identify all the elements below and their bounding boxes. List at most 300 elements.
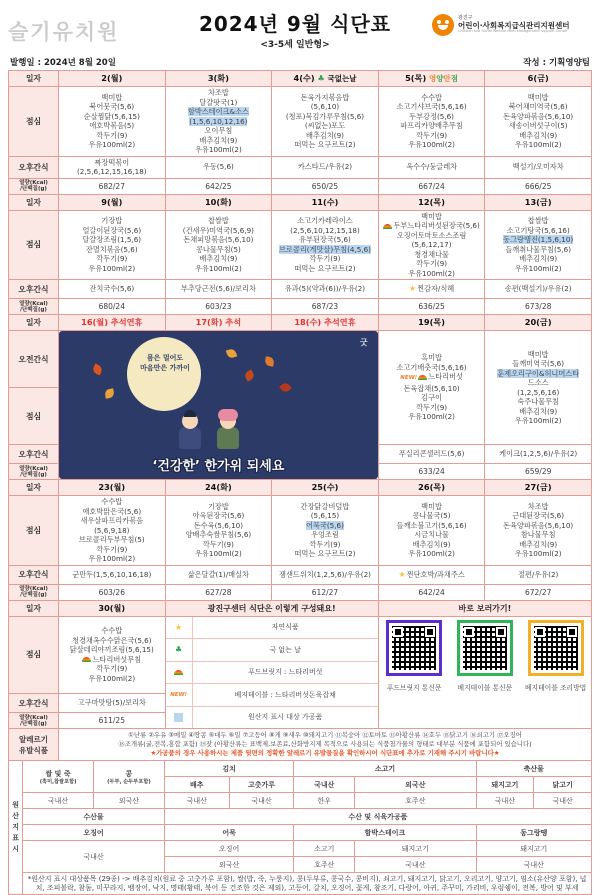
menu-item: 백미밥 [421, 211, 442, 221]
center-logo [432, 4, 592, 36]
snack-cell [59, 280, 166, 299]
boy-character [177, 413, 203, 453]
snack-cell [485, 565, 592, 584]
menu-item: 함박스테이크&소스 [187, 107, 249, 116]
menu-item: 애호박맑은국(5,6) [82, 506, 142, 516]
origin-header-rice: 쌀 및 죽 (흑미,찹쌀포함) [23, 761, 94, 793]
menu-item: ★찐단호박/과채주스 [398, 569, 465, 579]
menu-item: 깍두기(9) [416, 130, 448, 140]
snack-cell [378, 565, 485, 584]
menu-item: 오징어토마토소스조림 [396, 230, 467, 240]
menu-item: 달걀팟국(1) [199, 97, 238, 107]
snack-cell [378, 280, 485, 299]
chuseok-banner [59, 331, 379, 480]
menu-item: 카스타드/우유(2) [297, 162, 353, 172]
menu-item: 깍두기(9) [416, 402, 448, 412]
rainbow-icon [174, 670, 183, 675]
menu-item: 수수밥 [421, 92, 442, 102]
row-label-lunch: 점심 [9, 496, 59, 566]
menu-item: 잼샌드위치(1,2,5,6)/우유(2) [279, 569, 371, 579]
legend-panel: ★ 자연식품 ♣ 국 없는 날 푸드브릿지 : 느타리버섯 NEW! 베지테이블 : 느타리버섯돈육잡채 원산지 표시 대상 가공품 [165, 616, 378, 729]
menu-item: 깍두기(9) [96, 130, 128, 140]
menu-item: 북어뭇국(5,6) [89, 102, 135, 112]
week5-table [8, 600, 592, 730]
snack-cell [59, 694, 166, 713]
logo-district: 광진구 [458, 15, 473, 22]
day-header: 30(월) [59, 600, 166, 616]
row-label-date: 일자 [9, 71, 59, 87]
menu-item: 두부느타리버섯된장국(5,6) [380, 221, 484, 231]
snack-cell [59, 565, 166, 584]
origin-item: 어묵 [164, 825, 294, 841]
menu-item: 흑미밥 [421, 353, 442, 363]
row-label-kcal: 열량(Kcal) /단백질(g) [9, 299, 59, 315]
menu-item: 우유100ml(2) [88, 140, 136, 150]
kcal-cell: 612/27 [272, 584, 379, 600]
lunch-cell [165, 210, 272, 280]
day-header: 2(월) [59, 71, 166, 87]
origin-item: 함박스테이크 [294, 825, 476, 841]
origin-subheader: 닭고기 [534, 777, 592, 793]
row-label-pm-snack: 오후간식 [9, 156, 59, 178]
menu-item: 들깨취나물무침(5,6) [505, 244, 572, 254]
menu-item: 고구마맛탕(5)/보리차 [77, 698, 146, 708]
school-name: 슬기유치원 [8, 20, 120, 44]
menu-item: 우유100ml(2) [194, 263, 242, 273]
menu-item: (청포)묵김가루무침(5,6) [285, 111, 365, 121]
day-header: 9(월) [59, 194, 166, 210]
maple-leaf-icon [92, 364, 104, 376]
origin-note: *원산지 표시 대상품목 (29종) -> 배추김치(원료 중 고춧가루 포함), 쌀(밥, 죽, 누룽지), 콩(두부류, 콩국수, 콩비지), 쇠고기, 돼지고기, 닭고기, 오리고기, 양고기, 염소(유산양 포함), 넙치, 조피볼락, 참돔, 미꾸라지, 뱀장어, 낙지, 명태(황태, 북어 등 건조한 것은 제외), 고등어, 갈치, 오징어, 꽃게, 참조기, 다랑어, 아귀, 주꾸미, 가리비, 우렁쉥이, 전복, 방어 및 부세 [23, 873, 592, 895]
menu-item: 배추김치(9) [519, 406, 558, 416]
page-subtitle: <3-5세 일반형> [260, 40, 330, 50]
menu-item: 케이크(1,2,5,6)/우유(2) [499, 449, 578, 459]
menu-item: 소고기배춧국(5,6,16) [396, 362, 467, 372]
menu-item: 두부강정(5,6) [409, 111, 454, 121]
menu-item: 동그랑땡전(1,5,6,10) [503, 235, 574, 245]
snack-cell [272, 156, 379, 178]
menu-item: 새송이버섯구이(5) [508, 121, 568, 131]
menu-item: (5,6,15) [310, 511, 340, 521]
moon-graphic [127, 337, 201, 411]
row-label-date: 일자 [9, 480, 59, 496]
menu-item: 깍두기(9) [96, 664, 128, 674]
week3-table [8, 314, 592, 480]
menu-item: 순살찜닭(5,6,15) [83, 111, 140, 121]
menu-item: 우유100ml(2) [408, 140, 455, 150]
menu-item: 유부된장국(5,6) [299, 235, 351, 245]
day-header: 24(화) [165, 480, 272, 496]
row-label-kcal: 열량(Kcal) /단백질(g) [9, 584, 59, 600]
lunch-cell [272, 210, 379, 280]
origin-value: 외국산 [164, 857, 294, 873]
kcal-cell: 642/25 [165, 178, 272, 194]
menu-item: 돈육가지볶음밥 [300, 92, 350, 102]
origin-value: 한우 [294, 793, 355, 809]
menu-item: (1,5,6,10,12,16) [189, 116, 248, 126]
menu-item: 배추김치(9) [519, 539, 558, 549]
menu-item: (1,2,5,6,16) [517, 387, 560, 397]
row-label-date: 일자 [9, 600, 59, 616]
menu-item: 청경채나물 [414, 249, 449, 259]
origin-subheader: 국내산 [294, 777, 355, 793]
menu-item: 송편(백설기)/우유(2) [504, 284, 572, 294]
lunch-cell [272, 496, 379, 566]
page-title: 2024년 9월 식단표 [198, 12, 392, 36]
menu-item: 들깨소불고기(5,6,16) [396, 520, 467, 530]
day-header: 11(수) [272, 194, 379, 210]
origin-item: 오징어 [23, 825, 165, 841]
menu-item: 소고기카레라이스 [297, 216, 353, 226]
menu-item: 어묵국(5,6) [306, 520, 344, 530]
row-label-am-snack: 오전간식 [9, 331, 59, 388]
origin-subheader: 배추 [164, 777, 229, 793]
menu-item: (2,5,6,12,15,16,18) [76, 167, 147, 176]
menu-item: 백미밥 [527, 92, 549, 102]
row-label-lunch: 점심 [9, 210, 59, 280]
origin-value: 국내산 [355, 857, 476, 873]
menu-item: 얼갈이된장국(5,6) [82, 225, 142, 235]
menu-item: 삶은달걀(1)/매실차 [187, 569, 249, 579]
lunch-cell [59, 210, 166, 280]
snack-cell [165, 156, 272, 178]
row-label-kcal: 열량(Kcal) /단백질(g) [9, 178, 59, 194]
star-icon: ★ [175, 622, 183, 632]
menu-item: 배추김치(9) [519, 254, 558, 264]
meal-plan-sheet [8, 0, 592, 895]
menu-item: 브로콜리(게맛살)무침(4,5,6) [278, 244, 371, 254]
menu-item: 오이무침 [204, 126, 233, 135]
origin-item: 오징어 [164, 841, 294, 857]
qr-code-foodbridge [386, 620, 442, 676]
menu-item: 차조밥 [207, 88, 229, 97]
origin-value: 국내산 [23, 793, 94, 809]
lunch-cell [378, 210, 485, 280]
menu-item: 잔치국수(5,6) [89, 284, 135, 294]
menu-item: 우유100ml(2) [514, 549, 562, 559]
menu-item: 소고기샤브국(5,6,16) [396, 102, 467, 112]
menu-item: (5,6,12,17) [411, 240, 452, 249]
row-label-pm-snack: 오후간식 [9, 280, 59, 299]
qr-title: 바로 보러가기! [378, 600, 591, 616]
day-header: 20(금) [485, 315, 592, 331]
menu-item: 배추김치(9) [412, 539, 451, 549]
menu-item: 드소스 [527, 378, 549, 387]
maple-leaf-icon [279, 381, 292, 394]
allergy-text: ①난류 ②우유 ③메밀 ④땅콩 ⑤대두 ⑥밀 ⑦고등어 ⑧게 ⑨새우 ⑩돼지고기 ⑪복숭아 ⑫토마토 ⑬아황산류 ⑭호두 ⑮닭고기 ⑯쇠고기 ⑰오징어 ⑱조개류(굴,전복,홍합 포함) ⑲잣 (아황산류는 표백제,보존료,산화방지제 목적으로 사용되는 식품첨가물의 형태로 대부분 식품에 포함되어 있습니다) ★가공품의 경우 사용하시는 제품 뒷면의 정확한 알레르기 유발물질을 확인하시어 식단표에 추가로 기재해 주시기 바랍니다★ [59, 729, 592, 761]
menu-item: (2,5,6,10,12,15,18) [290, 225, 360, 235]
menu-item: 깍두기(9) [416, 259, 448, 268]
menu-item: 콩나물무침(5) [195, 244, 241, 254]
menu-item: 시금치나물 [414, 530, 449, 540]
menu-item: (건새우)미역국(5,6,9) [182, 225, 254, 235]
menu-item: 유과(5)(약과(6))/우유(2) [284, 284, 366, 294]
lunch-cell [59, 616, 166, 694]
menu-item: 간장닭갈비덮밥 [300, 501, 350, 511]
menu-item: 우유100ml(2) [408, 549, 455, 559]
day-header-holiday: 17(화) 추석 [165, 315, 272, 331]
week4-table [8, 479, 592, 601]
row-label-kcal: 열량(Kcal) /단백질(g) [9, 713, 59, 729]
menu-item: 돈육잡채(5,6,10) [403, 383, 460, 393]
qr-panel: 푸드브릿지 통신문 베지테이블 통신문 베지테이블 조리방법 [378, 616, 591, 729]
lunch-cell [165, 496, 272, 566]
origin-value: 국내산 [164, 793, 229, 809]
day-header: 3(화) [165, 71, 272, 87]
menu-item: 우유100ml(2) [88, 554, 136, 563]
day-header: 6(금) [485, 71, 592, 87]
menu-item: 깍두기(9) [96, 544, 128, 554]
day-header: 13(금) [485, 194, 592, 210]
day-header-holiday: 18(수) 추석연휴 [272, 315, 379, 331]
menu-item: 배추김치(9) [199, 254, 238, 264]
menu-item: 찹쌀밥 [207, 216, 229, 226]
menu-item: 백미밥 [527, 349, 549, 359]
menu-item: 닭살데리야끼조림(5,6,15) [69, 645, 154, 655]
origin-item: 돼지고기 [476, 841, 591, 857]
banner-subtext: 몸은 멀어도 마음만은 가까이 [140, 354, 190, 372]
star-icon: ★ [408, 284, 417, 294]
qr-code-vegetable-recipe [528, 620, 584, 676]
lunch-cell [485, 87, 592, 157]
day-header: 25(수) [272, 480, 379, 496]
lunch-cell [485, 210, 592, 280]
menu-item: 수수밥 [101, 497, 123, 506]
menu-item: 기장밥 [207, 501, 229, 511]
origin-item: 동그랑땡 [476, 825, 591, 841]
menu-item: 떠먹는 요구르트(2) [294, 549, 356, 559]
origin-header-processed: 수산 및 식육가공품 [164, 809, 591, 825]
origin-vertical-label: 원산지표시 [9, 761, 23, 895]
kcal-cell: 603/23 [165, 299, 272, 315]
maple-leaf-icon [226, 348, 238, 360]
menu-item: 들깨미역국(5,6) [512, 359, 565, 368]
snack-cell [378, 445, 485, 464]
snack-cell [272, 280, 379, 299]
menu-item: 깍두기(9) [309, 254, 341, 264]
day-header: 23(월) [59, 480, 166, 496]
kcal-cell: 667/24 [378, 178, 485, 194]
day-header-holiday: 16(월) 추석연휴 [59, 315, 166, 331]
menu-item: 우유100ml(2) [88, 263, 136, 273]
menu-item: 떠먹는 요구르트(2) [294, 140, 356, 150]
menu-item: 우엉조림 [311, 530, 339, 540]
origin-item: 소고기 [294, 841, 355, 857]
menu-item: 짜장떡볶이 [94, 157, 130, 167]
menu-item: (5,6,10) [310, 102, 340, 112]
new-label-icon: NEW! [170, 691, 188, 698]
menu-item: 우유100ml(2) [88, 673, 136, 683]
menu-item: 우유100ml(2) [408, 412, 455, 422]
menu-item: 북어채미역국(5,6) [508, 102, 568, 112]
row-label-lunch: 점심 [9, 87, 59, 157]
rainbow-icon [82, 657, 91, 662]
row-label-lunch: 점심 [9, 616, 59, 694]
maple-leaf-icon [243, 369, 255, 381]
row-label-pm-snack: 오후간식 [9, 445, 59, 464]
menu-item: NEW! 느타리버섯 [400, 372, 463, 382]
menu-item: 깍두기(9) [202, 539, 234, 549]
menu-item: 애호박볶음(5) [89, 121, 135, 131]
star-icon: ★ [398, 569, 406, 579]
menu-item: 우유100ml(2) [514, 140, 562, 150]
menu-item: 근대된장국(5,6) [512, 511, 565, 521]
lunch-cell [485, 331, 592, 445]
snack-cell [378, 156, 485, 178]
menu-item: 절편/우유(2) [517, 569, 559, 579]
kcal-cell: 659/29 [485, 464, 592, 480]
lunch-cell [378, 496, 485, 566]
menu-item: 청경채옥수수맑은국(5,6) [72, 635, 152, 645]
origin-value: 국내산 [476, 793, 534, 809]
menu-item: 배추김치(9) [199, 135, 238, 145]
menu-item: 찹쌀밥 [527, 216, 549, 226]
origin-value: 외국산 [94, 793, 165, 809]
snack-cell [272, 565, 379, 584]
origin-item: 돼지고기 [355, 841, 476, 857]
menu-item: 기장밥 [101, 216, 123, 226]
menu-item: 배추김치(9) [306, 130, 344, 140]
smiley-logo-icon [432, 14, 454, 36]
blue-square-icon [174, 713, 183, 722]
menu-item: 차조밥 [527, 501, 549, 511]
banner-caption: ‘건강한’ 한가위 되세요 [152, 459, 285, 474]
snack-cell [59, 156, 166, 178]
menu-item: 푸실리콘샐러드(5,6) [398, 449, 465, 459]
origin-table [8, 760, 592, 895]
menu-item: 배추김치(9) [519, 130, 558, 140]
menu-item: 느타리버섯무침 [60, 655, 164, 665]
clover-icon: ♣ [175, 645, 183, 655]
menu-item: 달걀장조림(1,5,6) [82, 235, 142, 245]
snack-cell [165, 280, 272, 299]
menu-item: 돈육양파볶음(5,6,10) [503, 520, 574, 530]
day-header: 19(목) [378, 315, 485, 331]
menu-item: 소고기탕국(5,6,16) [506, 225, 570, 235]
menu-item: 참나물무침 [520, 530, 556, 540]
menu-item: 새우살파프리카볶음 [80, 516, 144, 525]
qr-code-vegetable-letter [457, 620, 513, 676]
week1-table [8, 70, 592, 195]
menu-item: 브로콜리두부무침(5) [78, 535, 145, 544]
logo-name: 어린이·사회복지급식관리지원센터 [458, 20, 570, 30]
row-label-kcal: 열량(Kcal) /단백질(g) [9, 464, 59, 480]
kcal-cell: 672/27 [485, 584, 592, 600]
lunch-cell [378, 87, 485, 157]
day-header: 5(목) 영양만점 [378, 71, 485, 87]
menu-item: 돈육양파볶음(5,6,10) [503, 111, 574, 121]
menu-item: 우유100ml(2) [194, 145, 242, 154]
menu-item: (5,6,9,18) [94, 525, 130, 535]
lunch-cell [485, 496, 592, 566]
row-label-lunch: 점심 [9, 388, 59, 445]
origin-value: 국내산 [23, 841, 165, 873]
menu-item: 콩나물국(5) [412, 511, 451, 521]
origin-value: 국내산 [476, 857, 591, 873]
menu-item: 군만두(1,5,6,10,16,18) [72, 569, 152, 579]
origin-header-beef: 소고기 [294, 761, 476, 777]
week2-table [8, 194, 592, 316]
kcal-cell: 673/28 [485, 299, 592, 315]
menu-item: 돈채피망볶음(5,6,10) [183, 235, 254, 245]
kcal-cell: 642/24 [378, 584, 485, 600]
kcal-cell: 682/27 [59, 178, 166, 194]
menu-item: ★찐감자/식혜 [408, 284, 455, 294]
origin-value: 호주산 [294, 857, 355, 873]
day-header: 12(목) [378, 194, 485, 210]
snack-cell [485, 280, 592, 299]
kcal-cell: 680/24 [59, 299, 166, 315]
new-icon: NEW! [400, 375, 418, 382]
menu-item: 떠먹는 요구르트(2) [294, 263, 356, 273]
origin-subheader: 돼지고기 [476, 777, 534, 793]
rainbow-icon [418, 375, 427, 380]
menu-item: 돈수육(5,6,10) [193, 520, 244, 530]
day-header: 26(목) [378, 480, 485, 496]
origin-header-kimchi: 김치 [164, 761, 294, 777]
origin-header-livestock: 축산물 [476, 761, 591, 777]
kcal-cell: 633/24 [378, 464, 485, 480]
origin-header-bean: 콩 (두부, 순두부포함) [94, 761, 165, 793]
origin-subheader: 고춧가루 [229, 777, 294, 793]
maple-leaf-icon [264, 356, 274, 366]
menu-item: 백미밥 [101, 92, 123, 102]
menu-item: 우동(5,6) [202, 162, 234, 172]
clover-icon: ♣ [317, 74, 325, 83]
kcal-cell: 603/26 [59, 584, 166, 600]
menu-item: 우유100ml(2) [514, 263, 562, 273]
menu-item: 훈제오리구이&허니머스타 [497, 368, 580, 378]
row-label-pm-snack: 오후간식 [9, 694, 59, 713]
menu-item: 깍두기(9) [96, 254, 128, 264]
allergy-label: 알레르기 유발식품 [9, 729, 59, 761]
lunch-cell [378, 331, 485, 445]
lunch-cell [59, 87, 166, 157]
menu-item: 부추당근전(5,6)/보리차 [180, 284, 256, 294]
kcal-cell: 666/25 [485, 178, 592, 194]
lunch-cell [59, 496, 166, 566]
menu-item: 김구이 [421, 393, 442, 403]
kcal-cell: 627/28 [165, 584, 272, 600]
rainbow-icon [383, 224, 392, 229]
snack-cell [165, 565, 272, 584]
origin-value: 호주산 [355, 793, 476, 809]
legend-title: 광진구센터 식단은 이렇게 구성돼요! [165, 600, 378, 616]
logo-english: Children and Social Welfare Meal Management Support Center [458, 28, 568, 33]
allergy-table [8, 728, 592, 761]
menu-item: 수수밥 [101, 626, 123, 636]
menu-item: 아욱된장국(5,6) [192, 511, 245, 521]
snack-cell [485, 156, 592, 178]
maple-leaf-icon [104, 388, 114, 398]
lunch-cell [272, 87, 379, 157]
row-label-date: 일자 [9, 315, 59, 331]
menu-item: 우유100ml(2) [514, 416, 562, 425]
row-label-date: 일자 [9, 194, 59, 210]
lunch-cell [165, 87, 272, 157]
origin-value: 국내산 [534, 793, 592, 809]
header [8, 4, 592, 54]
menu-item: 우유100ml(2) [194, 549, 242, 559]
banner-logo: 굿 [360, 338, 368, 347]
kcal-cell: 611/25 [59, 713, 166, 729]
girl-character [215, 413, 241, 453]
origin-subheader: 외국산 [355, 777, 476, 793]
row-label-pm-snack: 오후간식 [9, 565, 59, 584]
snack-cell [485, 445, 592, 464]
origin-value: 국내산 [229, 793, 294, 809]
menu-item: (씨없는)포도 [304, 121, 346, 131]
